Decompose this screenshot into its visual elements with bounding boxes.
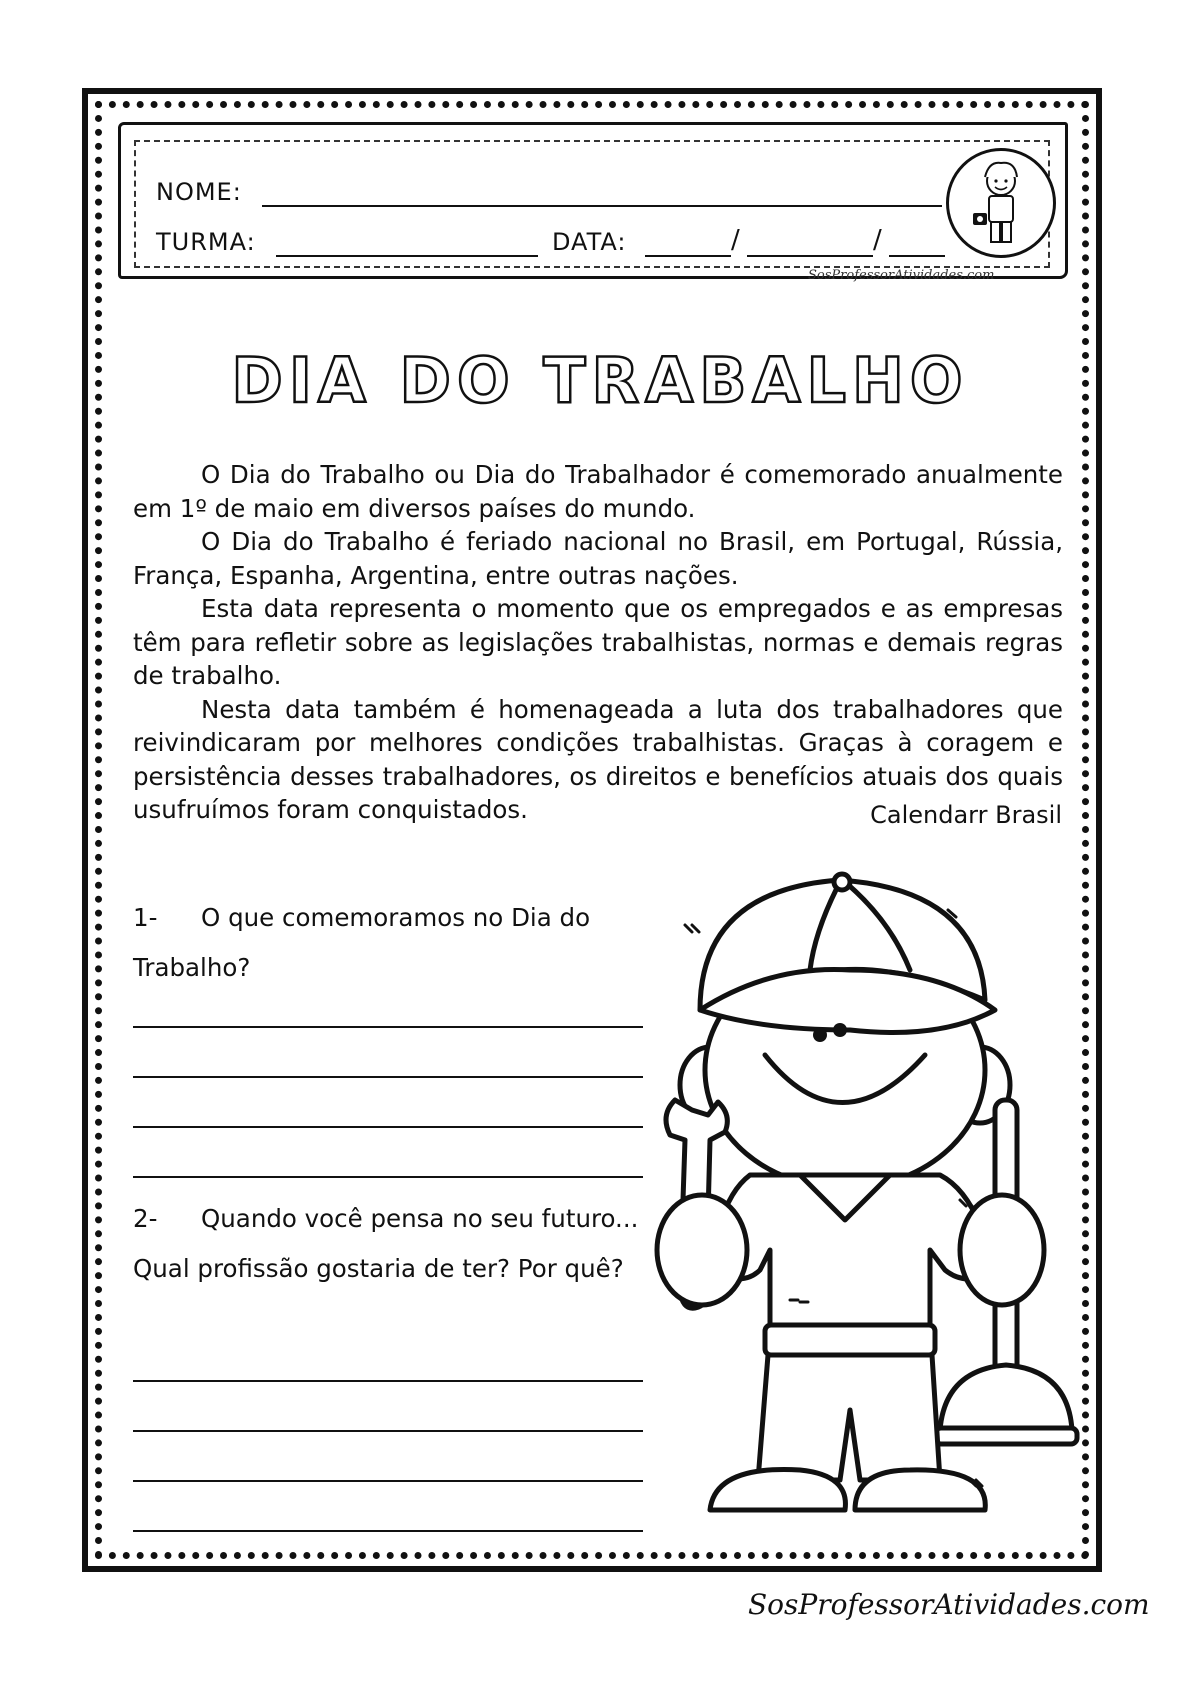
paragraph: Esta data representa o momento que os empregados e as empresas têm para refletir sobre as legislações trabalhistas, normas e demais regras de trabalho. (133, 594, 1063, 690)
date-separator: / (873, 225, 882, 255)
answer-line[interactable] (133, 1076, 643, 1078)
question-1 (133, 893, 653, 993)
date-day-field[interactable] (645, 255, 731, 257)
answer-line[interactable] (133, 1380, 643, 1382)
date-label: DATA: (552, 228, 627, 256)
page-title: DIA DO TRABALHO (231, 344, 969, 417)
answer-line[interactable] (133, 1126, 643, 1128)
answer-line[interactable] (133, 1480, 643, 1482)
answer-line[interactable] (133, 1176, 643, 1178)
date-month-field[interactable] (747, 255, 873, 257)
question-text: O que comemoramos no Dia do Trabalho? (133, 903, 591, 982)
header-credit: SosProfessorAtividades.com (808, 268, 995, 283)
name-field[interactable] (262, 205, 942, 207)
answer-line[interactable] (133, 1530, 643, 1532)
worker-avatar-icon (949, 151, 1053, 255)
class-field[interactable] (276, 255, 538, 257)
footer-credit: SosProfessorAtividades.com (748, 1588, 1150, 1621)
date-year-field[interactable] (889, 255, 945, 257)
text-source: Calendarr Brasil (870, 801, 1062, 829)
answer-line[interactable] (133, 1026, 643, 1028)
question-number: 2- (133, 1204, 158, 1233)
question-number: 1- (133, 903, 158, 932)
class-label: TURMA: (156, 228, 256, 256)
paragraph: O Dia do Trabalho é feriado nacional no Brasil, em Portugal, Rússia, França, Espanha, Argentina, entre outras nações. (133, 527, 1063, 590)
date-separator: / (731, 225, 740, 255)
paragraph: Nesta data também é homenageada a luta dos trabalhadores que reivindicaram por melhores condições trabalhistas. Graças à coragem e persistência desses trabalhadores, os direitos e benefícios atuais dos quais usufruímos foram conquistados. (133, 694, 1063, 824)
worker-avatar (946, 148, 1056, 258)
question-2 (133, 1194, 653, 1294)
paragraph: O Dia do Trabalho ou Dia do Trabalhador é comemorado anualmente em 1º de maio em diversos países do mundo. (133, 460, 1063, 523)
answer-line[interactable] (133, 1430, 643, 1432)
name-label: NOME: (156, 178, 242, 206)
question-text: Quando você pensa no seu futuro... Qual profissão gostaria de ter? Por quê? (133, 1204, 639, 1283)
reading-text (133, 458, 1063, 827)
worker-boy-illustration (640, 870, 1080, 1550)
